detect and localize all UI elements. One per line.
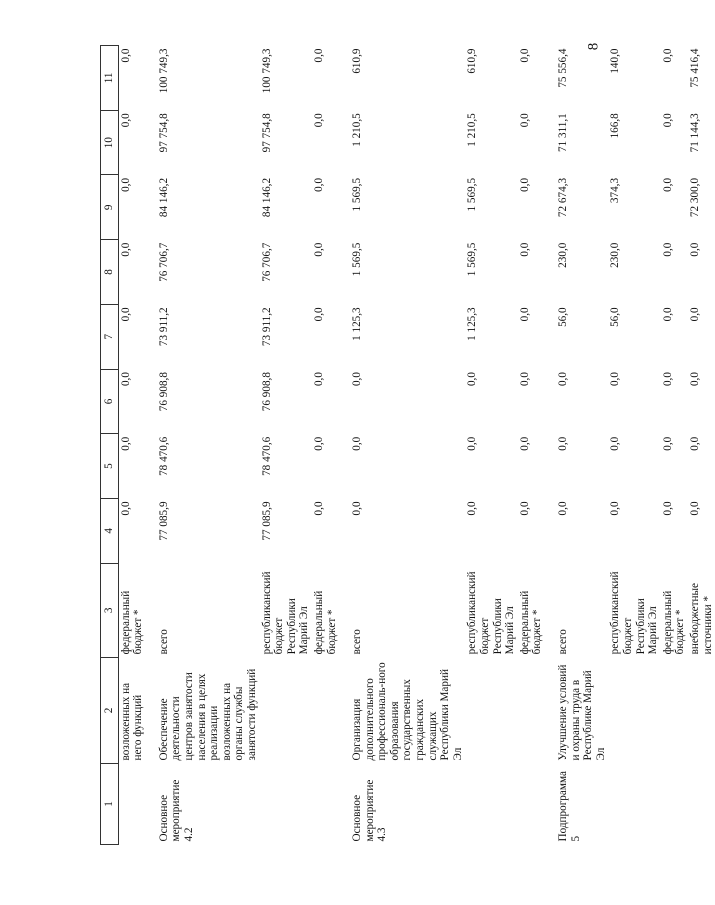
amount-cell: 72 674,3 bbox=[557, 177, 569, 218]
amount-cell: 77 085,9 bbox=[157, 501, 170, 541]
table-row bbox=[260, 46, 312, 845]
amount-cell: 0,0 bbox=[688, 242, 701, 257]
funding-source-cell: внебюджетные источники * bbox=[688, 583, 714, 655]
amount-cell: 0,0 bbox=[518, 177, 531, 192]
amount-cell: 374,3 bbox=[609, 177, 622, 204]
amount-cell: 84 146,2 bbox=[157, 177, 170, 218]
amount-cell: 56,0 bbox=[609, 307, 622, 327]
amount-cell: 0,0 bbox=[661, 436, 674, 451]
amount-cell: 76 706,7 bbox=[260, 242, 273, 282]
amount-cell: 0,0 bbox=[351, 436, 364, 451]
column-header-7: 7 bbox=[101, 304, 119, 369]
column-header-3: 3 bbox=[101, 563, 119, 657]
amount-cell: 0,0 bbox=[466, 501, 479, 516]
amount-cell: 0,0 bbox=[119, 372, 132, 387]
amount-cell: 71 144,3 bbox=[688, 113, 701, 153]
amount-cell: 1 125,3 bbox=[351, 307, 364, 341]
column-header-2: 2 bbox=[101, 657, 119, 763]
column-header-10: 10 bbox=[101, 110, 119, 175]
activity-code-cell bbox=[312, 763, 339, 844]
funding-source-cell: федеральный бюджет * bbox=[119, 590, 145, 655]
amount-cell: 0,0 bbox=[518, 113, 531, 128]
funding-source-cell: всего bbox=[157, 629, 170, 655]
table-row bbox=[518, 46, 545, 845]
activity-name-cell bbox=[518, 657, 545, 763]
amount-cell: 0,0 bbox=[688, 372, 701, 387]
amount-cell: 73 911,2 bbox=[260, 307, 273, 347]
amount-cell: 0,0 bbox=[661, 48, 674, 63]
amount-cell: 0,0 bbox=[312, 372, 325, 387]
table-row bbox=[146, 46, 260, 845]
amount-cell: 0,0 bbox=[312, 48, 325, 63]
activity-name-cell bbox=[312, 657, 339, 763]
amount-cell: 1 569,5 bbox=[351, 177, 364, 212]
amount-cell: 0,0 bbox=[312, 501, 325, 516]
table-row bbox=[118, 46, 146, 845]
amount-cell: 0,0 bbox=[518, 48, 531, 63]
table-body bbox=[118, 46, 715, 845]
column-header-6: 6 bbox=[101, 369, 119, 434]
amount-cell: 71 311,1 bbox=[557, 113, 569, 152]
amount-cell: 73 911,2 bbox=[157, 307, 170, 347]
amount-cell: 0,0 bbox=[518, 242, 531, 257]
table-row bbox=[688, 46, 715, 845]
amount-cell: 0,0 bbox=[119, 501, 132, 516]
column-header-9: 9 bbox=[101, 175, 119, 240]
amount-cell: 0,0 bbox=[312, 177, 325, 192]
funding-source-cell: федеральный бюджет * bbox=[661, 590, 687, 655]
amount-cell: 1 569,5 bbox=[466, 177, 479, 212]
funding-source-cell: всего bbox=[351, 629, 364, 655]
activity-code-cell: Основное мероприятие 4.3 bbox=[351, 779, 389, 842]
table-row bbox=[545, 46, 608, 845]
amount-cell: 0,0 bbox=[518, 501, 531, 516]
amount-cell: 0,0 bbox=[466, 436, 479, 451]
amount-cell: 0,0 bbox=[557, 436, 569, 451]
amount-cell: 0,0 bbox=[661, 307, 674, 322]
amount-cell: 56,0 bbox=[557, 307, 569, 327]
column-header-8: 8 bbox=[101, 240, 119, 305]
amount-cell: 0,0 bbox=[661, 113, 674, 128]
amount-cell: 76 706,7 bbox=[157, 242, 170, 282]
activity-name-cell bbox=[260, 657, 312, 763]
page-number: 8 bbox=[584, 42, 601, 51]
activity-code-cell: Основное мероприятие 4.2 bbox=[157, 779, 195, 842]
column-header-5: 5 bbox=[101, 434, 119, 499]
amount-cell: 166,8 bbox=[609, 113, 622, 139]
amount-cell: 610,9 bbox=[351, 48, 364, 74]
activity-code-cell: Подпрограмма 5 bbox=[557, 771, 582, 842]
amount-cell: 1 210,5 bbox=[351, 113, 364, 147]
amount-cell: 0,0 bbox=[609, 501, 622, 516]
amount-cell: 0,0 bbox=[688, 307, 701, 322]
amount-cell: 0,0 bbox=[518, 307, 531, 322]
amount-cell: 140,0 bbox=[609, 48, 622, 74]
amount-cell: 0,0 bbox=[466, 372, 479, 387]
amount-cell: 0,0 bbox=[661, 501, 674, 516]
amount-cell: 0,0 bbox=[119, 242, 132, 257]
funding-source-cell: федеральный бюджет * bbox=[312, 590, 338, 655]
activity-name-cell: Обеспечение деятельности центров занятости населения в целях реализации возложенных на органы службы занятости функций bbox=[157, 668, 258, 761]
table-row bbox=[339, 46, 465, 845]
budget-table-rotated bbox=[100, 45, 714, 845]
amount-cell: 75 556,4 bbox=[557, 48, 569, 88]
amount-cell: 1 569,5 bbox=[351, 242, 364, 277]
activity-code-cell bbox=[465, 763, 517, 844]
amount-cell: 0,0 bbox=[119, 436, 132, 451]
amount-cell: 100 749,3 bbox=[157, 48, 170, 94]
amount-cell: 610,9 bbox=[466, 48, 479, 74]
activity-code-cell bbox=[518, 763, 545, 844]
funding-source-cell: республиканский бюджет Республики Марий Эл bbox=[260, 571, 311, 655]
funding-source-cell: республиканский бюджет Республики Марий Эл bbox=[609, 571, 660, 655]
budget-table bbox=[100, 42, 715, 845]
activity-code-cell bbox=[661, 763, 688, 844]
amount-cell: 230,0 bbox=[609, 242, 622, 268]
amount-cell: 0,0 bbox=[119, 113, 132, 128]
amount-cell: 78 470,6 bbox=[157, 436, 170, 476]
funding-source-cell: республиканский бюджет Республики Марий Эл bbox=[466, 571, 517, 655]
amount-cell: 76 908,8 bbox=[157, 372, 170, 412]
amount-cell: 76 908,8 bbox=[260, 372, 273, 412]
table-row bbox=[661, 46, 688, 845]
amount-cell: 0,0 bbox=[661, 177, 674, 192]
amount-cell: 0,0 bbox=[312, 436, 325, 451]
amount-cell: 1 569,5 bbox=[466, 242, 479, 277]
amount-cell: 0,0 bbox=[518, 436, 531, 451]
amount-cell: 72 300,0 bbox=[688, 177, 701, 218]
amount-cell: 75 416,4 bbox=[688, 48, 701, 88]
amount-cell: 0,0 bbox=[351, 501, 364, 516]
amount-cell: 0,0 bbox=[688, 501, 701, 516]
funding-source-cell: федеральный бюджет * bbox=[518, 590, 544, 655]
amount-cell: 0,0 bbox=[557, 501, 569, 516]
amount-cell: 0,0 bbox=[661, 242, 674, 257]
activity-code-cell bbox=[608, 763, 660, 844]
amount-cell: 0,0 bbox=[119, 307, 132, 322]
amount-cell: 0,0 bbox=[688, 436, 701, 451]
amount-cell: 1 125,3 bbox=[466, 307, 479, 341]
amount-cell: 0,0 bbox=[312, 242, 325, 257]
amount-cell: 97 754,8 bbox=[260, 113, 273, 153]
column-header-4: 4 bbox=[101, 498, 119, 563]
column-header-11: 11 bbox=[101, 46, 119, 111]
activity-code-cell bbox=[688, 763, 715, 844]
table-row bbox=[608, 46, 660, 845]
amount-cell: 78 470,6 bbox=[260, 436, 273, 476]
amount-cell: 0,0 bbox=[557, 372, 569, 387]
amount-cell: 0,0 bbox=[351, 372, 364, 387]
activity-name-cell: возложенных на него функций bbox=[119, 682, 145, 761]
table-row bbox=[465, 46, 517, 845]
amount-cell: 0,0 bbox=[119, 177, 132, 192]
amount-cell: 0,0 bbox=[518, 372, 531, 387]
amount-cell: 97 754,8 bbox=[157, 113, 170, 153]
amount-cell: 0,0 bbox=[661, 372, 674, 387]
activity-name-cell bbox=[688, 657, 715, 763]
activity-name-cell bbox=[608, 657, 660, 763]
funding-source-cell: всего bbox=[557, 629, 569, 655]
table-header bbox=[101, 46, 119, 845]
amount-cell: 77 085,9 bbox=[260, 501, 273, 541]
amount-cell: 0,0 bbox=[609, 372, 622, 387]
amount-cell: 0,0 bbox=[609, 436, 622, 451]
amount-cell: 1 210,5 bbox=[466, 113, 479, 147]
amount-cell: 0,0 bbox=[119, 48, 132, 63]
amount-cell: 84 146,2 bbox=[260, 177, 273, 218]
activity-code-cell bbox=[118, 763, 146, 844]
activity-code-cell bbox=[260, 763, 312, 844]
activity-name-cell bbox=[465, 657, 517, 763]
amount-cell: 0,0 bbox=[312, 307, 325, 322]
amount-cell: 230,0 bbox=[557, 242, 569, 268]
table-row bbox=[312, 46, 339, 845]
activity-name-cell bbox=[661, 657, 688, 763]
amount-cell: 0,0 bbox=[312, 113, 325, 128]
amount-cell: 100 749,3 bbox=[260, 48, 273, 94]
activity-name-cell: Улучшение условий и охраны труда в Республике Марий Эл bbox=[557, 664, 607, 761]
column-header-1: 1 bbox=[101, 763, 119, 844]
activity-name-cell: Организация дополнительного профессиональ-ного образования государственных гражданских служащих Республики Марий Эл bbox=[351, 662, 464, 761]
